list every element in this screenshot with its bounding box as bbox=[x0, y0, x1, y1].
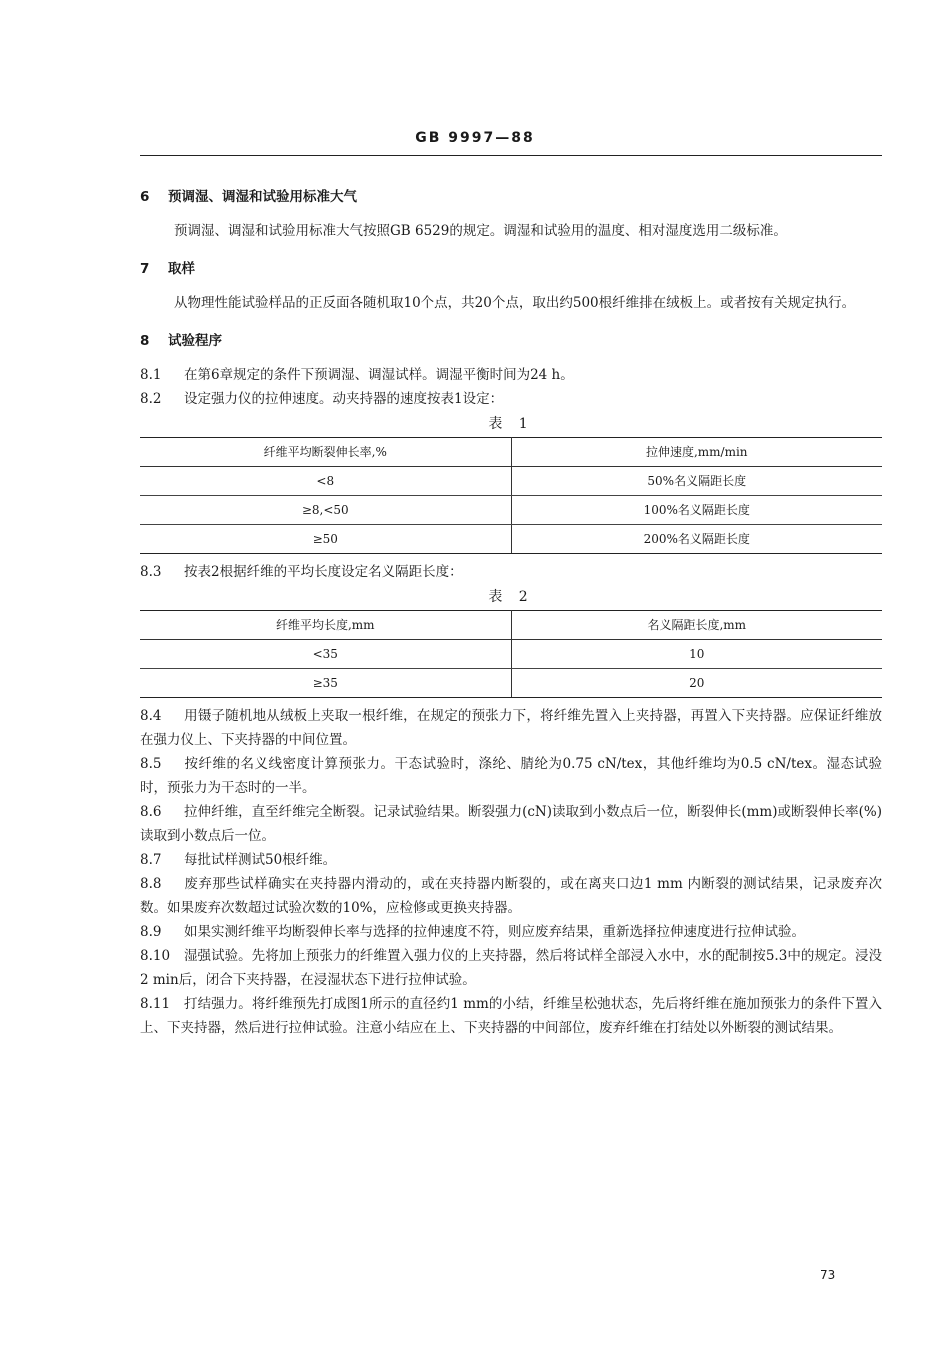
table-cell: ≥35 bbox=[140, 669, 511, 698]
clause-text: 废弃那些试样确实在夹持器内滑动的，或在夹持器内断裂的，或在离夹口边1 mm 内断裂的测试结果，记录废弃次数。如果废弃次数超过试验次数的10%，应检修或更换夹持器。 bbox=[140, 876, 882, 916]
page-header: GB 9997—88 bbox=[415, 130, 535, 146]
section-7-paragraph: 从物理性能试验样品的正反面各随机取10个点，共20个点，取出约500根纤维排在绒板上。或者按有关规定执行。 bbox=[174, 295, 856, 311]
clause-8-5 bbox=[140, 752, 882, 800]
clause-number: 8.2 bbox=[140, 391, 162, 407]
section-number: 6 bbox=[140, 189, 150, 205]
section-8-heading bbox=[140, 329, 882, 353]
table-cell: 50%名义隔距长度 bbox=[511, 467, 882, 496]
clause-text: 打结强力。将纤维预先打成图1所示的直径约1 mm的小结，纤维呈松弛状态，先后将纤维在施加预张力的条件下置入上、下夹持器，然后进行拉伸试验。注意小结应在上、下夹持器的中间部位，废弃纤维在打结处以外断裂的测试结果。 bbox=[140, 996, 882, 1036]
table-header-cell: 纤维平均长度,mm bbox=[140, 611, 511, 640]
clause-text: 拉伸纤维，直至纤维完全断裂。记录试验结果。断裂强力(cN)读取到小数点后一位，断裂伸长(mm)或断裂伸长率(%)读取到小数点后一位。 bbox=[140, 804, 882, 844]
section-title: 试验程序 bbox=[168, 333, 222, 349]
section-6-paragraph: 预调湿、调湿和试验用标准大气按照GB 6529的规定。调湿和试验用的温度、相对湿度选用二级标准。 bbox=[174, 223, 787, 239]
table-cell: ≥8,<50 bbox=[140, 496, 511, 525]
page-number: 73 bbox=[820, 1268, 836, 1282]
clause-number: 8.1 bbox=[140, 367, 162, 383]
clause-text: 湿强试验。先将加上预张力的纤维置入强力仪的上夹持器，然后将试样全部浸入水中，水的配制按5.3中的规定。浸没2 min后，闭合下夹持器，在浸湿状态下进行拉伸试验。 bbox=[140, 948, 882, 988]
clause-number: 8.5 bbox=[140, 756, 162, 772]
clause-text: 每批试样测试50根纤维。 bbox=[184, 852, 337, 868]
clause-8-6 bbox=[140, 800, 882, 848]
clause-8-11 bbox=[140, 992, 882, 1040]
clause-number: 8.6 bbox=[140, 804, 162, 820]
table-row bbox=[140, 467, 882, 496]
table-1 bbox=[140, 437, 882, 554]
page-content bbox=[140, 185, 882, 1040]
table-2-caption: 表 2 bbox=[488, 589, 534, 605]
table-row bbox=[140, 640, 882, 669]
clause-8-9 bbox=[140, 920, 882, 944]
clause-8-10 bbox=[140, 944, 882, 992]
clause-number: 8.3 bbox=[140, 564, 162, 580]
clause-8-7 bbox=[140, 848, 882, 872]
clause-8-4 bbox=[140, 704, 882, 752]
table-row bbox=[140, 525, 882, 554]
table-cell: 200%名义隔距长度 bbox=[511, 525, 882, 554]
section-number: 8 bbox=[140, 333, 150, 349]
clause-text: 如果实测纤维平均断裂伸长率与选择的拉伸速度不符，则应废弃结果，重新选择拉伸速度进行拉伸试验。 bbox=[184, 924, 805, 940]
section-title: 预调湿、调湿和试验用标准大气 bbox=[168, 189, 357, 205]
clause-text: 设定强力仪的拉伸速度。动夹持器的速度按表1设定： bbox=[184, 391, 504, 407]
table-cell: 20 bbox=[511, 669, 882, 698]
clause-number: 8.9 bbox=[140, 924, 162, 940]
table-cell: ≥50 bbox=[140, 525, 511, 554]
clause-8-8 bbox=[140, 872, 882, 920]
table-cell: <8 bbox=[140, 467, 511, 496]
clause-8-3 bbox=[140, 560, 882, 584]
table-header-cell: 拉伸速度,mm/min bbox=[511, 438, 882, 467]
section-6-heading bbox=[140, 185, 882, 209]
section-7-heading bbox=[140, 257, 882, 281]
clause-number: 8.7 bbox=[140, 852, 162, 868]
table-1-caption: 表 1 bbox=[488, 416, 534, 432]
section-number: 7 bbox=[140, 261, 150, 277]
table-cell: <35 bbox=[140, 640, 511, 669]
clause-number: 8.11 bbox=[140, 996, 171, 1012]
clause-number: 8.8 bbox=[140, 876, 162, 892]
table-cell: 10 bbox=[511, 640, 882, 669]
table-row bbox=[140, 496, 882, 525]
table-row bbox=[140, 669, 882, 698]
table-header-cell: 名义隔距长度,mm bbox=[511, 611, 882, 640]
table-cell: 100%名义隔距长度 bbox=[511, 496, 882, 525]
clause-8-1 bbox=[140, 363, 882, 387]
clause-text: 按表2根据纤维的平均长度设定名义隔距长度： bbox=[184, 564, 463, 580]
clause-number: 8.4 bbox=[140, 708, 162, 724]
clause-number: 8.10 bbox=[140, 948, 171, 964]
table-2 bbox=[140, 610, 882, 698]
clause-text: 用镊子随机地从绒板上夹取一根纤维，在规定的预张力下，将纤维先置入上夹持器，再置入下夹持器。应保证纤维放在强力仪上、下夹持器的中间位置。 bbox=[140, 708, 882, 748]
header-rule bbox=[140, 155, 882, 156]
table-header-cell: 纤维平均断裂伸长率,% bbox=[140, 438, 511, 467]
section-title: 取样 bbox=[168, 261, 195, 277]
clause-text: 按纤维的名义线密度计算预张力。干态试验时，涤纶、腈纶为0.75 cN/tex，其他纤维均为0.5 cN/tex。湿态试验时，预张力为干态时的一半。 bbox=[140, 756, 882, 796]
clause-text: 在第6章规定的条件下预调湿、调湿试样。调湿平衡时间为24 h。 bbox=[184, 367, 574, 383]
clause-8-2 bbox=[140, 387, 882, 411]
